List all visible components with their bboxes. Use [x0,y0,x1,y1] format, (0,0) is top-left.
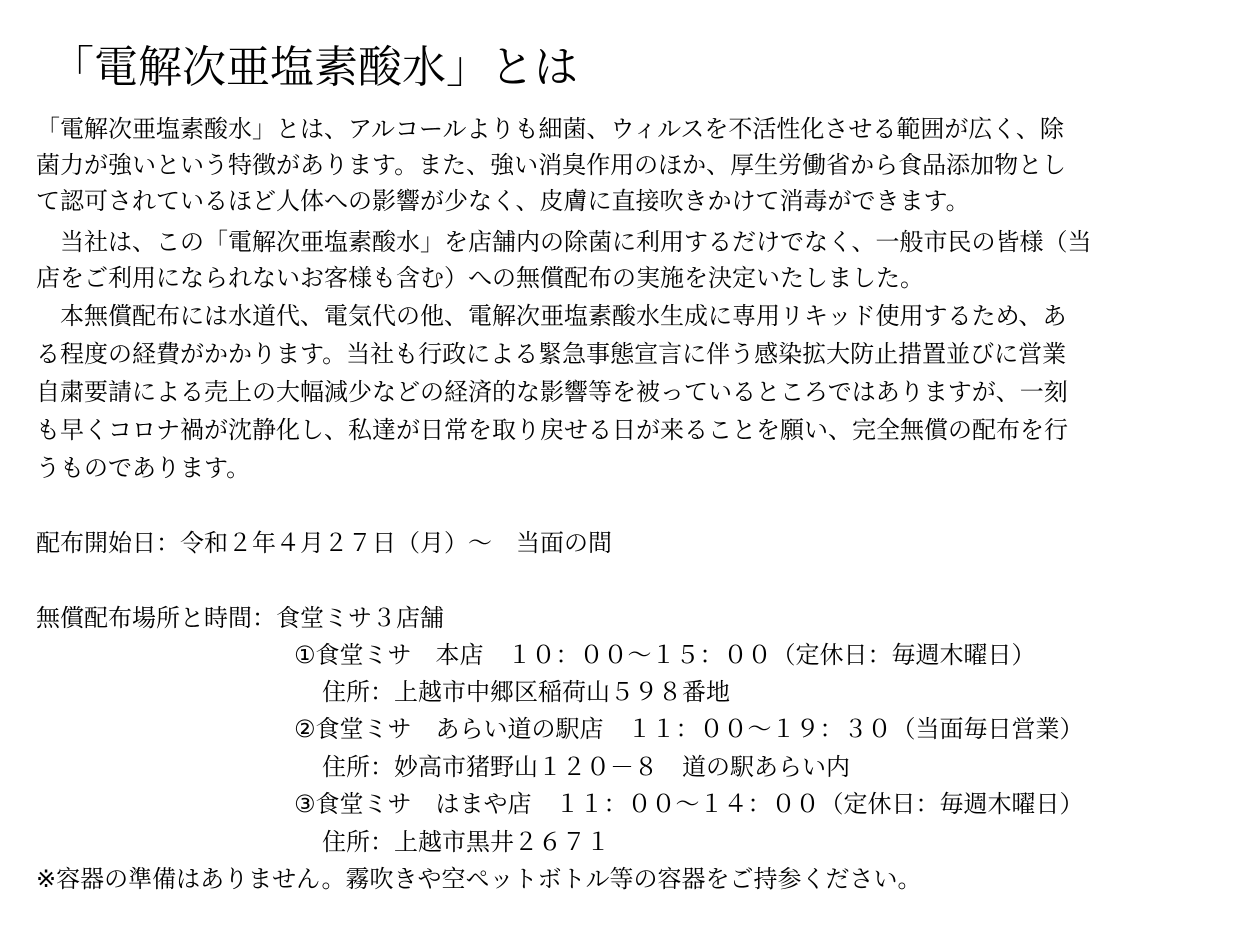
store-address: 住所：上越市黒井２６７１ [322,828,610,856]
intro-line: て認可されているほど人体への影響が少なく、皮膚に直接吹きかけて消毒ができます。 [36,187,970,215]
intro-line: る程度の経費がかかります。当社も行政による緊急事態宣言に伴う感染拡大防止措置並びに営業 [36,340,1067,368]
container-note: ※容器の準備はありません。霧吹きや空ペットボトル等の容器をご持参ください。 [36,865,922,893]
store-name-hours: ②食堂ミサ あらい道の駅店 １１：００～１９：３０（当面毎日営業） [294,715,1084,743]
store-name-hours: ①食堂ミサ 本店 １０：００～１５：００（定休日：毎週木曜日） [294,641,1036,669]
distribution-start-date: 配布開始日：令和２年４月２７日（月）～ 当面の間 [36,529,612,557]
intro-line: 店をご利用になられないお客様も含む）への無償配布の実施を決定いたしました。 [36,264,924,292]
store-name-hours: ③食堂ミサ はまや店 １１：００～１４：００（定休日：毎週木曜日） [294,790,1084,818]
intro-line: うものであります。 [36,454,251,482]
intro-line: 当社は、この「電解次亜塩素酸水」を店舗内の除菌に利用するだけでなく、一般市民の皆様（当 [36,228,1092,256]
intro-line: 菌力が強いという特徴があります。また、強い消臭作用のほか、厚生労働省から食品添加物とし [36,151,1067,179]
intro-line: も早くコロナ禍が沈静化し、私達が日常を取り戻せる日が来ることを願い、完全無償の配布を行 [36,416,1068,444]
intro-line: 「電解次亜塩素酸水」とは、アルコールよりも細菌、ウィルスを不活性化させる範囲が広く、除 [36,115,1064,143]
store-address: 住所：妙高市猪野山１２０－８ 道の駅あらい内 [322,753,850,781]
intro-line: 本無償配布には水道代、電気代の他、電解次亜塩素酸水生成に専用リキッド使用するため、あ [36,302,1067,330]
store-address: 住所：上越市中郷区稲荷山５９８番地 [322,678,730,706]
locations-header: 無償配布場所と時間：食堂ミサ３店舗 [36,604,444,632]
intro-line: 自粛要請による売上の大幅減少などの経済的な影響等を被っているところではありますが、一刻 [36,378,1068,406]
page-title: 「電解次亜塩素酸水」とは [50,42,578,93]
